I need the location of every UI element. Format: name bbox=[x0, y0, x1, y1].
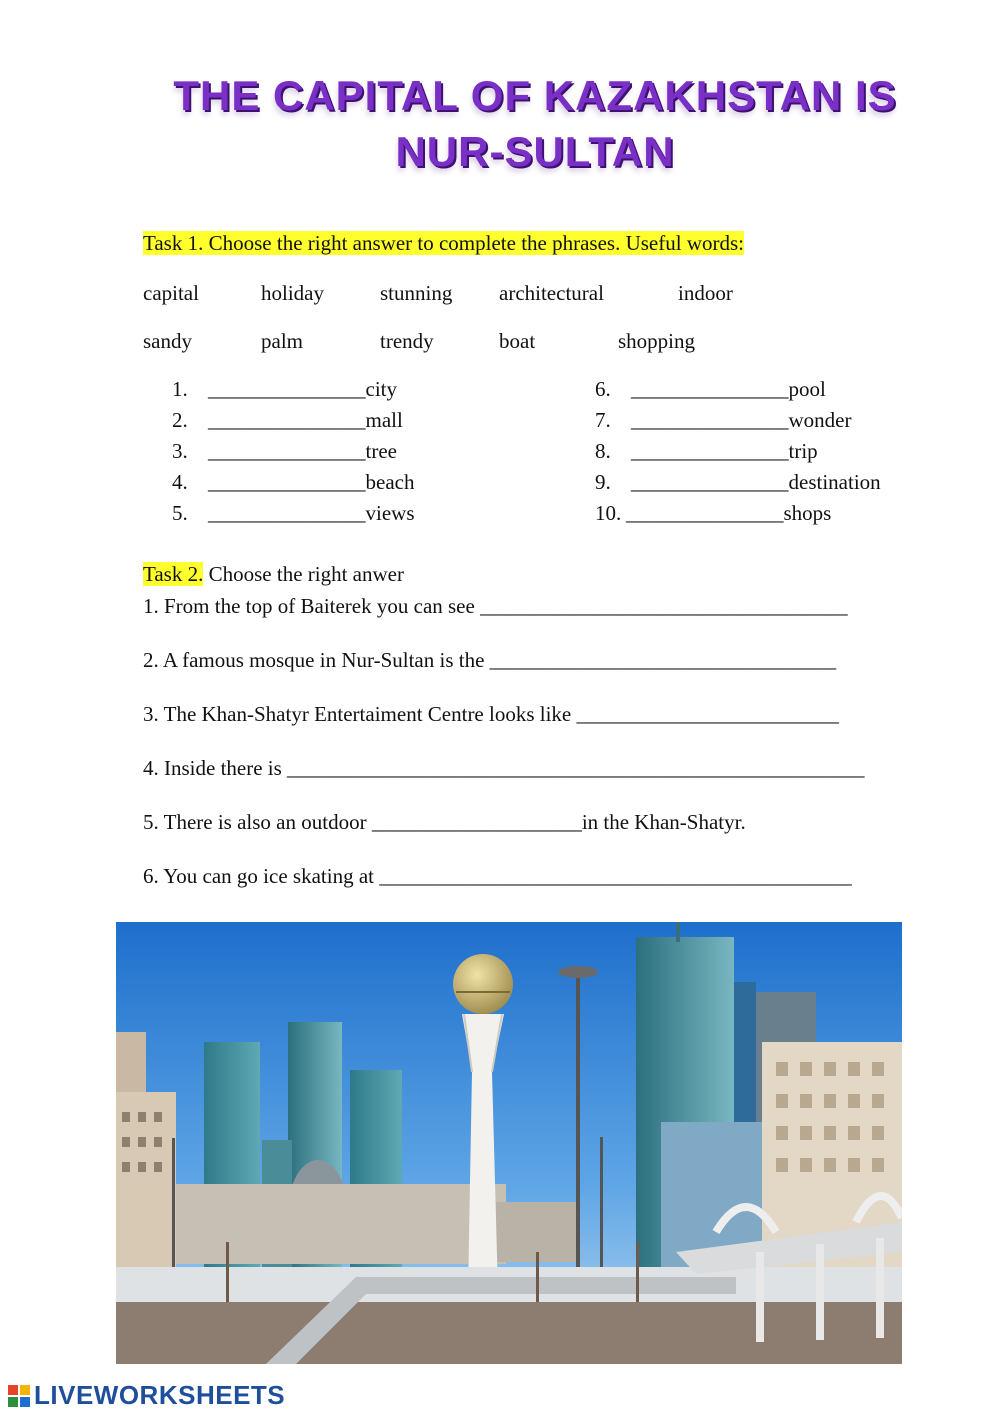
nur-sultan-skyline-image bbox=[116, 922, 902, 1364]
exercise-item: 6. _______________pool bbox=[595, 377, 826, 401]
exercise-item: 1. _______________city bbox=[172, 377, 397, 401]
answer-blank[interactable]: _______________ bbox=[208, 501, 366, 525]
word-bank-item: holiday bbox=[261, 281, 324, 305]
question-line[interactable]: 6. You can go ice skating at _____________________________________________ bbox=[143, 864, 852, 888]
answer-blank[interactable]: _______________ bbox=[626, 501, 784, 525]
title-line-1: THE CAPITAL OF KAZAKHSTAN IS bbox=[173, 72, 897, 119]
exercise-item: 9. _______________destination bbox=[595, 470, 881, 494]
brand-text: LIVEWORKSHEETS bbox=[34, 1380, 286, 1410]
liveworksheets-footer bbox=[8, 1380, 285, 1411]
task2-label: Task 2. bbox=[143, 562, 204, 586]
task2-text: Choose the right anwer bbox=[203, 562, 404, 586]
word-bank-item: capital bbox=[143, 281, 199, 305]
word-bank-item: shopping bbox=[618, 329, 696, 353]
answer-blank[interactable]: _______________ bbox=[631, 439, 789, 463]
answer-blank[interactable]: _______________ bbox=[208, 439, 366, 463]
task1-instruction bbox=[143, 231, 744, 256]
question-line[interactable]: 2. A famous mosque in Nur-Sultan is the _________________________________ bbox=[143, 648, 837, 672]
question-line[interactable]: 1. From the top of Baiterek you can see ___________________________________ bbox=[143, 594, 848, 618]
word-bank-item: stunning bbox=[380, 281, 453, 305]
word-bank-item: indoor bbox=[678, 281, 733, 305]
title-line-2: NUR-SULTAN bbox=[395, 128, 675, 175]
liveworksheets-logo-icon bbox=[8, 1385, 30, 1407]
word-bank-item: boat bbox=[499, 329, 536, 353]
word-bank-item: sandy bbox=[143, 329, 192, 353]
answer-blank[interactable]: _______________ bbox=[631, 377, 789, 401]
worksheet-title bbox=[0, 68, 1000, 180]
answer-blank[interactable]: _______________ bbox=[208, 377, 366, 401]
answer-blank[interactable]: _______________ bbox=[208, 470, 366, 494]
exercise-item: 3. _______________tree bbox=[172, 439, 397, 463]
answer-blank[interactable]: _______________ bbox=[631, 470, 789, 494]
exercise-item: 10. _______________shops bbox=[595, 501, 832, 525]
question-line[interactable]: 4. Inside there is _______________________________________________________ bbox=[143, 756, 865, 780]
city-photo bbox=[116, 922, 902, 1364]
exercise-item: 8. _______________trip bbox=[595, 439, 818, 463]
word-bank-item: palm bbox=[261, 329, 303, 353]
task2-instruction bbox=[143, 562, 404, 587]
answer-blank[interactable]: _______________ bbox=[208, 408, 366, 432]
exercise-item: 2. _______________mall bbox=[172, 408, 403, 432]
answer-blank[interactable]: _______________ bbox=[631, 408, 789, 432]
word-bank-item: trendy bbox=[380, 329, 434, 353]
question-line[interactable]: 5. There is also an outdoor ____________________in the Khan-Shatyr. bbox=[143, 810, 746, 834]
exercise-item: 5. _______________views bbox=[172, 501, 415, 525]
exercise-item: 4. _______________beach bbox=[172, 470, 415, 494]
question-line[interactable]: 3. The Khan-Shatyr Entertaiment Centre looks like _________________________ bbox=[143, 702, 840, 726]
word-bank-item: architectural bbox=[499, 281, 604, 305]
exercise-item: 7. _______________wonder bbox=[595, 408, 852, 432]
task1-label: Task 1. Choose the right answer to complete the phrases. Useful words: bbox=[143, 231, 744, 255]
